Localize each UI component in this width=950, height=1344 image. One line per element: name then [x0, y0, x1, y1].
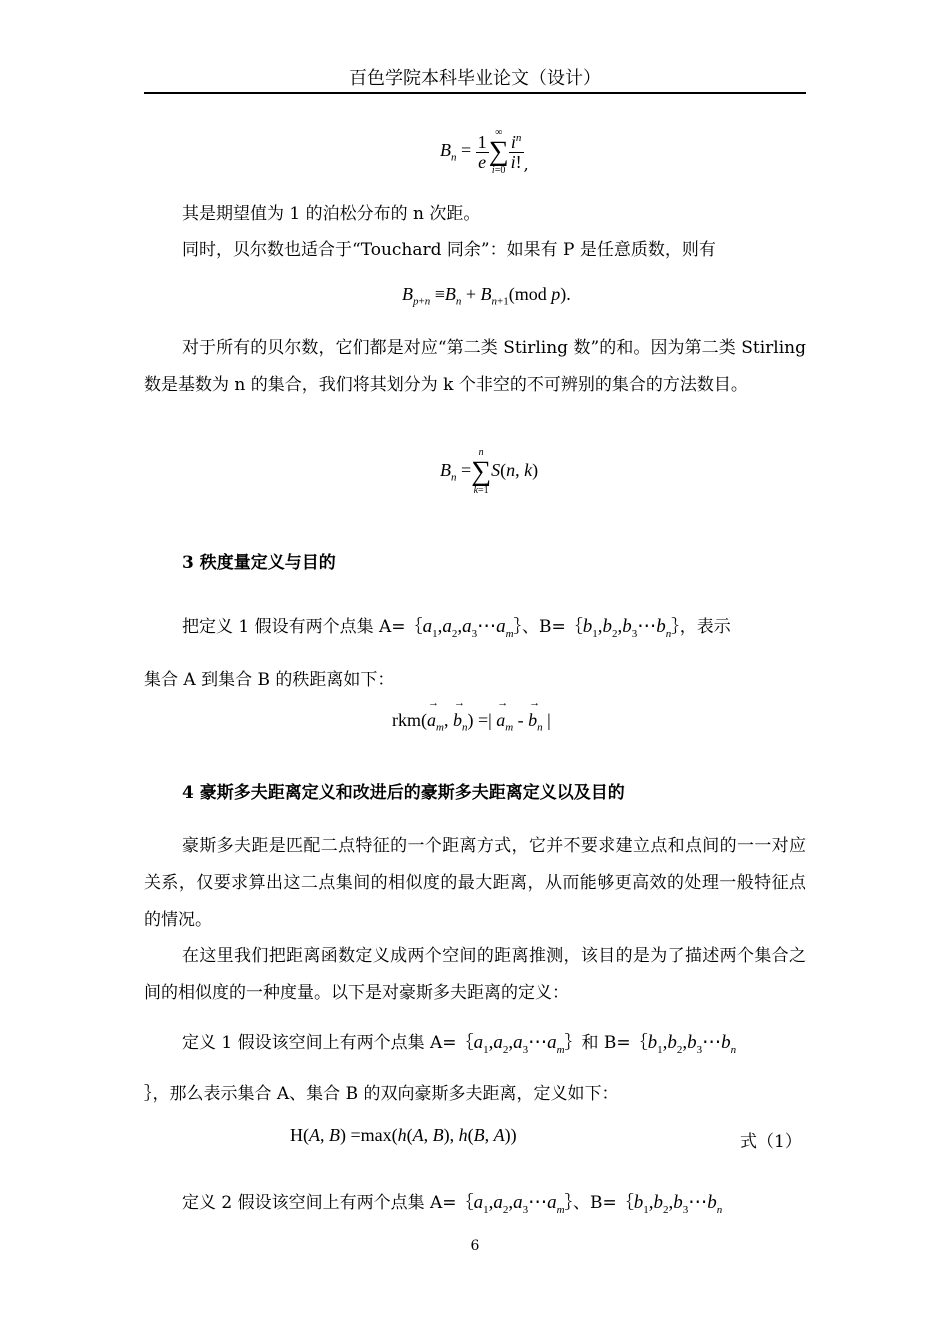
equation-comma: ,: [523, 155, 529, 175]
paragraph-rank-distance: 集合 A 到集合 B 的秩距离如下：: [144, 670, 395, 690]
paragraph-poisson: 其是期望值为 1 的泊松分布的 n 次距。: [182, 204, 481, 224]
paragraph-definition-2: 定义 2 假设该空间上有两个点集 $A=\{a_1,a_2,a_3\cdots a_m\}$、$B=\{b_1,b_2,b_3\cdots b_n$: [182, 1192, 723, 1216]
section-heading-4: 4 豪斯多夫距离定义和改进后的豪斯多夫距离定义以及目的: [182, 783, 625, 803]
paragraph-rank-def: 把定义 1 假设有两个点集 $A=\{a_1,a_2,a_3\cdots a_m\}$、$B=\{b_1,b_2,b_3\cdots b_n\}$，表示: [182, 616, 731, 640]
page-header: 百色学院本科毕业论文（设计）: [144, 66, 806, 94]
paragraph-stirling: 对于所有的贝尔数，它们都是对应“第二类 Stirling 数”的和。因为第二类 Stirling 数是基数为 n 的集合，我们将其划分为 k 个非空的不可辨别的集合的方法数目。: [144, 338, 806, 395]
page-number: 6: [470, 1238, 480, 1254]
equation-hausdorff: H(A, B) =max(h(A, B), h(B, A)): [290, 1125, 517, 1145]
equation-rank-distance: $rkm(\to a_m$, → $b_n$) =| → $a_m$ - → $b_n$ |: [392, 710, 551, 734]
equation-period: .: [566, 284, 571, 304]
equation-touchard: $B_{p+n} \equiv B_n + B_{n+1}(mod$ p).: [402, 284, 571, 308]
equation-label: 式（1）: [740, 1132, 802, 1152]
equation-stirling-sum: $B_n$ = n ∑ k=1 S(n, k): [440, 447, 539, 496]
paragraph-hausdorff-intro: 豪斯多夫距是匹配二点特征的一个距离方式，它并不要求建立点和点间的一一对应关系，仅要求算出这二点集间的相似度的最大距离，从而能够更高效的处理一般特征点的情况。: [144, 836, 806, 930]
paragraph-definition-1: 定义 1 假设该空间上有两个点集 $A=\{a_1,a_2,a_3\cdots a_m\}$和 $B=\{b_1,b_2,b_3\cdots b_n$: [182, 1032, 737, 1056]
paragraph-bidirectional-hausdorff: ｝，那么表示集合 A、集合 B 的双向豪斯多夫距离，定义如下：: [144, 1084, 619, 1104]
paragraph-distance-function: 在这里我们把距离函数定义成两个空间的距离推测，该目的是为了描述两个集合之间的相似度的一种度量。以下是对豪斯多夫距离的定义：: [144, 946, 806, 1003]
equation-bell-dobinski: $B_n$ = $\frac{1}{e}$ ∞ ∑ i=0 $\frac{i^n}{i!}$ ,: [440, 127, 529, 176]
section-heading-3: 3 秩度量定义与目的: [182, 553, 336, 573]
paragraph-touchard: 同时，贝尔数也适合于“Touchard 同余”：如果有 P 是任意质数，则有: [182, 240, 716, 260]
